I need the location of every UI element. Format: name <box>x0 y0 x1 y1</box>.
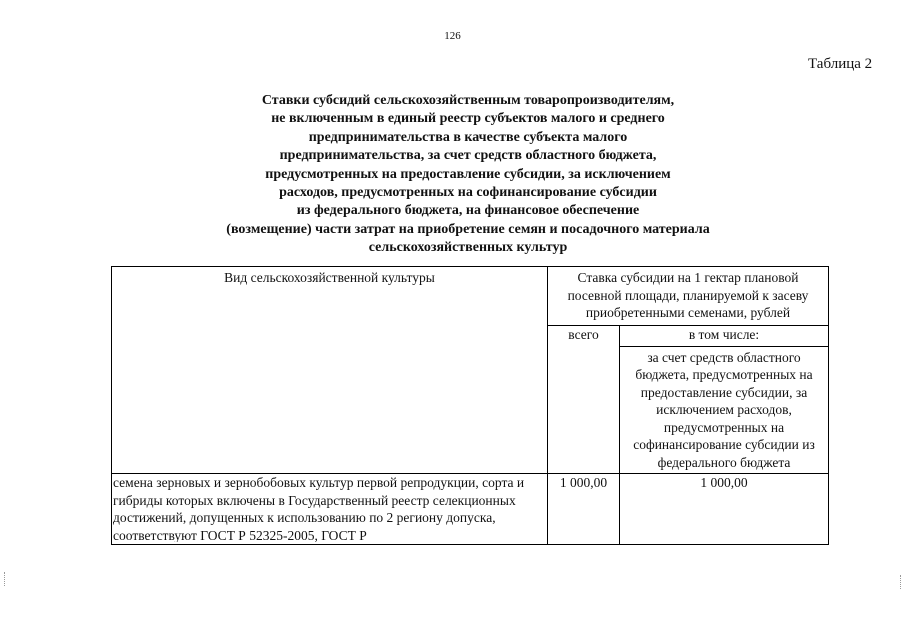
title-line: Ставки субсидий сельскохозяйственным товаропроизводителям, <box>261 93 675 108</box>
subsidy-rates-table <box>111 266 829 545</box>
scan-edge-mark <box>4 572 8 586</box>
title-line: предпринимательства в качестве субъекта малого <box>308 129 628 145</box>
total-column-header: всего <box>548 325 620 474</box>
title-line: не включенным в единый реестр субъектов малого и среднего <box>271 111 665 127</box>
page-number: 126 <box>444 30 461 42</box>
culture-cell <box>112 474 548 545</box>
table-label: Таблица 2 <box>808 56 873 72</box>
document-title <box>110 92 826 258</box>
regional-rate-cell: 1 000,00 <box>620 474 829 545</box>
table-row <box>112 474 829 545</box>
title-line: из федерального бюджета, на финансовое обеспечение <box>296 203 640 219</box>
title-line: сельскохозяйственных культур <box>368 240 568 256</box>
table-header-row <box>112 267 829 326</box>
rate-column-header: Ставка субсидии на 1 гектар плановой посевной площади, планируемой к засеву приобретенными семенами, рублей <box>548 267 829 326</box>
scan-edge-mark <box>900 575 904 589</box>
culture-column-header: Вид сельскохозяйственной культуры <box>112 267 548 474</box>
including-column-header: в том числе: <box>620 325 829 346</box>
total-rate-cell: 1 000,00 <box>548 474 620 545</box>
title-line: предпринимательства, за счет средств областного бюджета, <box>279 148 657 164</box>
title-line: (возмещение) части затрат на приобретение семян и посадочного материала <box>226 221 710 237</box>
culture-text: семена зерновых и зернобобовых культур первой репродукции, сорта и гибриды которых включены в Государственный реестр селекционных достижений, допущенных к использованию по 2 региону допуска, соответствуют ГОСТ Р 52325-2005, ГОСТ Р <box>113 475 525 542</box>
title-line: расходов, предусмотренных на софинансирование субсидии <box>279 185 657 201</box>
title-line: предусмотренных на предоставление субсидии, за исключением <box>265 166 671 182</box>
regional-source-column-header: за счет средств областного бюджета, предусмотренных на предоставление субсидии, за исключением расходов, предусмотренных на софинансирование субсидии из федерального бюджета <box>620 346 829 474</box>
